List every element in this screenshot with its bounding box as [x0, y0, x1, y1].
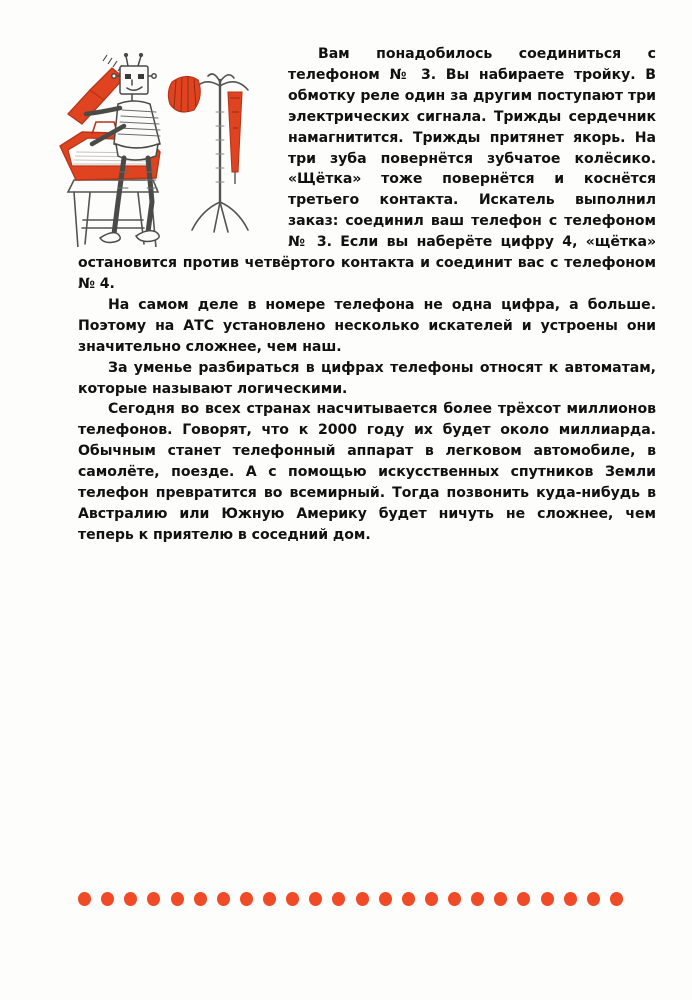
ornament-dot: [587, 892, 600, 906]
illustration-text-wrap-spacer: [78, 44, 288, 240]
ornament-dot: [448, 892, 461, 906]
ornament-dot: [124, 892, 137, 906]
paragraph-4: Сегодня во всех странах насчитывается более трёхсот миллионов телефонов. Говорят, что к 2000 году их будет около миллиарда. Обычным станет телефонный аппарат в легковом автомобиле, в самолёте, поезде. А с помощью искусственных спутников Земли телефон превратится во всемирный. Тогда позвонить куда-нибудь в Австралию или Южную Америку будет ничуть не сложнее, чем теперь к приятелю в соседний дом.: [78, 401, 656, 543]
ornament-dot: [517, 892, 530, 906]
ornament-dot: [610, 892, 623, 906]
ornament-dot: [263, 892, 276, 906]
paragraph-1: Вам понадобилось соединиться с телефоном № 3. Вы набираете тройку. В обмотку реле один за другим поступают три электрических сигнала. Трижды сердечник намагнитится. Трижды притянет якорь. На три зуба повернётся зубчатое колёсико. «Щётка» тоже повернётся и коснётся третьего контакта. Искатель выполнил заказ: соединил ваш телефон с телефоном № 3. Если вы наберёте цифру 4, «щётка» остановится против четвёртого контакта и соединит вас с телефоном № 4.: [78, 46, 656, 292]
ornament-dot: [78, 892, 91, 906]
paragraph-2: На самом деле в номере телефона не одна цифра, а больше. Поэтому на АТС установлено несколько искателей и устроены они значительно сложнее, чем наш.: [78, 296, 656, 355]
ornament-dot: [194, 892, 207, 906]
ornament-dot: [286, 892, 299, 906]
ornament-dot: [240, 892, 253, 906]
ornament-dot: [564, 892, 577, 906]
ornament-dot: [541, 892, 554, 906]
ornament-dot: [332, 892, 345, 906]
ornament-dot: [471, 892, 484, 906]
ornament-dot: [379, 892, 392, 906]
article-text: [78, 44, 656, 546]
ornament-dot: [101, 892, 114, 906]
ornament-dot: [217, 892, 230, 906]
ornament-dot: [171, 892, 184, 906]
ornament-dot: [494, 892, 507, 906]
ornament-dot: [309, 892, 322, 906]
paragraph-3: За уменье разбираться в цифрах телефоны относят к автоматам, которые называют логическими.: [78, 359, 656, 397]
ornament-dot: [402, 892, 415, 906]
ornament-dot: [147, 892, 160, 906]
ornament-dot: [356, 892, 369, 906]
ornament-dot: [425, 892, 438, 906]
footer-dot-ornament: [78, 890, 623, 908]
